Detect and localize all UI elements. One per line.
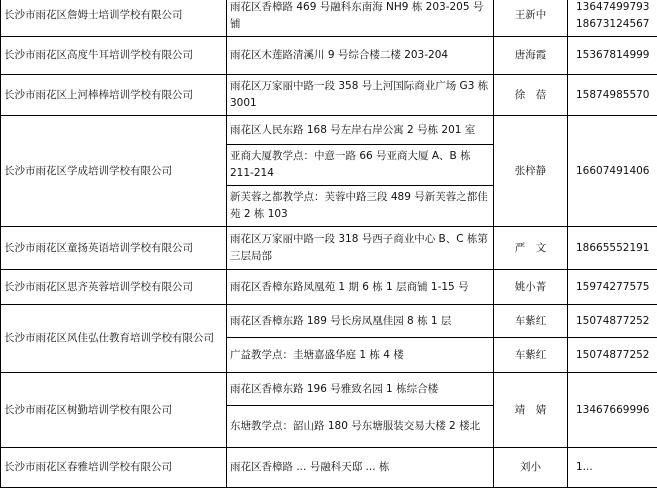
company-name: 长沙市雨花区童扬英语培训学校有限公司: [1, 227, 227, 270]
address: 雨花区香樟路 469 号融科东南海 NH9 栋 203-205 号铺: [227, 0, 494, 37]
phone: 16607491406: [568, 116, 657, 227]
table-row: [1, 75, 657, 116]
contact-person: 徐 蓓: [494, 75, 568, 116]
company-name: 长沙市雨花区上河棒棒培训学校有限公司: [1, 75, 227, 116]
address: 东塘教学点：韶山路 180 号东塘服装交易大楼 2 楼北: [227, 406, 494, 448]
table-row: [1, 0, 657, 37]
table-row: [1, 37, 657, 75]
contact-person: 严 文: [494, 227, 568, 270]
address: 雨花区人民东路 168 号左岸右岸公寓 2 号栋 201 室: [227, 116, 494, 145]
phone-cell: [568, 0, 657, 37]
table-row: [1, 305, 657, 338]
contact-person: 张梓静: [494, 116, 568, 227]
contact-person: 王新中: [494, 0, 568, 37]
table-row: [1, 270, 657, 305]
address: 雨花区香樟东路 196 号雅致名园 1 栋综合楼: [227, 373, 494, 406]
company-name: 长沙市雨花区树勤培训学校有限公司: [1, 373, 227, 448]
company-name: 长沙市雨花区春雅培训学校有限公司: [1, 448, 227, 488]
company-name: 长沙市雨花区高度牛耳培训学校有限公司: [1, 37, 227, 75]
phone: 18673124567: [576, 17, 650, 30]
contact-person: 姚小菁: [494, 270, 568, 305]
address: 雨花区香樟东路凤凰苑 1 期 6 栋 1 层商铺 1-15 号: [227, 270, 494, 305]
address: 雨花区万家丽中路一段 318 号西子商业中心 B、C 栋第三层局部: [227, 227, 494, 270]
phone: 1...: [568, 448, 657, 488]
phone: 18665552191: [568, 227, 657, 270]
contact-person: 车紫红: [494, 338, 568, 373]
company-name: 长沙市雨花区学成培训学校有限公司: [1, 116, 227, 227]
phone: 15874985570: [568, 75, 657, 116]
table-row: [1, 373, 657, 406]
company-name: 长沙市雨花区思齐英蓉培训学校有限公司: [1, 270, 227, 305]
address: 雨花区万家丽中路一段 358 号上河国际商业广场 G3 栋 3001: [227, 75, 494, 116]
address: 新芙蓉之都教学点：芙蓉中路三段 489 号新芙蓉之都佳苑 2 栋 103: [227, 186, 494, 227]
company-name: 长沙市雨花区风佳弘仕教育培训学校有限公司: [1, 305, 227, 373]
address: 雨花区香樟东路 189 号长房凤凰佳园 8 栋 1 层: [227, 305, 494, 338]
contact-person: 唐海霞: [494, 37, 568, 75]
phone: 15074877252: [568, 338, 657, 373]
address: 雨花区木莲路清溪川 9 号综合楼二楼 203-204: [227, 37, 494, 75]
table-row: [1, 116, 657, 145]
address: 亚商大厦教学点：中意一路 66 号亚商大厦 A、B 栋 211-214: [227, 145, 494, 186]
contact-person: 刘小: [494, 448, 568, 488]
table-row: [1, 448, 657, 488]
phone: 13467669996: [568, 373, 657, 448]
contact-person: 车紫红: [494, 305, 568, 338]
contact-person: 靖 婧: [494, 373, 568, 448]
table-row: [1, 227, 657, 270]
company-name: 长沙市雨花区詹姆士培训学校有限公司: [1, 0, 227, 37]
address: 广益教学点：圭塘嘉盛华庭 1 栋 4 楼: [227, 338, 494, 373]
phone: 15974277575: [568, 270, 657, 305]
phone: 15074877252: [568, 305, 657, 338]
address: 雨花区香樟路 ... 号融科天邸 ... 栋: [227, 448, 494, 488]
phone: 15367814999: [568, 37, 657, 75]
phone: 13647499793: [576, 0, 650, 13]
